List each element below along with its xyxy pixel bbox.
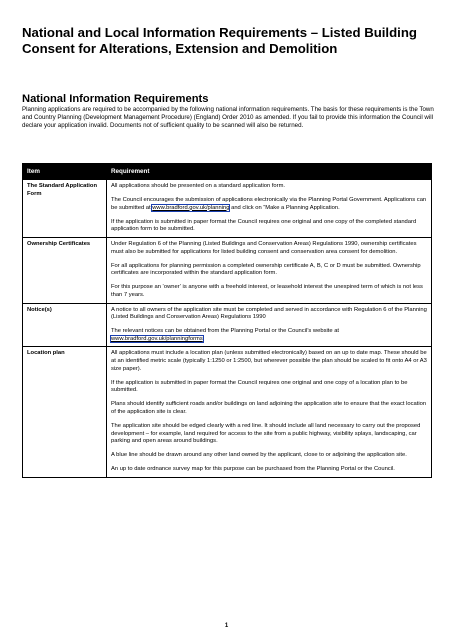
intro-paragraph: Planning applications are required to be accompanied by the following national information requirements. The basis for these requirements is the Town and Country Planning (Development Management Procedure) (England) Order 2010 as amended. If you fail to provide this information the Council will declare your application invalid. Documents not of sufficient quality to be scanned will also be returned. [22, 106, 434, 130]
planning-forms-link[interactable]: www.bradford.gov.uk/planningforms [111, 335, 203, 342]
requirement-paragraph: A blue line should be drawn around any other land owned by the applicant, close to or adjoining the application site. [111, 452, 407, 459]
table-row [23, 237, 432, 303]
requirement-text: The relevant notices can be obtained from the Planning Portal or the Council’s website at [111, 328, 340, 335]
requirement-paragraph [111, 328, 427, 343]
requirement-cell [107, 347, 432, 478]
requirement-paragraph [111, 197, 427, 212]
page-number: 1 [224, 623, 229, 629]
item-cell: Notice(s) [23, 303, 107, 347]
item-cell: Ownership Certificates [23, 237, 107, 303]
requirement-paragraph: A notice to all owners of the application site must be completed and served in accordance with Regulation 6 of the Planning (Listed Buildings and Conservation Areas) Regulations 1990 [111, 306, 427, 321]
table-row [23, 347, 432, 478]
requirement-cell [107, 237, 432, 303]
requirement-paragraph: The application site should be edged clearly with a red line. It should include all land necessary to carry out the proposed development – for example, land required for access to the site from a public highway, visibility splays, landscaping, car parking and open areas around buildings. [111, 423, 421, 445]
requirement-paragraph: Plans should identify sufficient roads and/or buildings on land adjoining the application site to ensure that the exact location of the application site is clear. [111, 401, 427, 415]
page-title: National and Local Information Requirements – Listed Building Consent for Alterations, Extension and Demolition [22, 25, 417, 56]
requirement-paragraph: If the application is submitted in paper format the Council requires one original and one copy of a location plan to be submitted. [111, 379, 408, 394]
item-cell: Location plan [23, 347, 107, 478]
requirement-cell [107, 303, 432, 347]
requirements-table [22, 163, 432, 478]
requirement-text: The Council encourages the submission of applications electronically via the Planning Portal Government. Applications can be submitted at [111, 197, 427, 211]
requirement-paragraph: Under Regulation 6 of the Planning (Listed Buildings and Conservation Areas) Regulations 1990, ownership certificates must also be submitted for applications for listed building consent and conservation area consent for demolition. [111, 240, 417, 255]
requirement-paragraph: All applications must include a location plan (unless submitted electronically) based on an up to date map. These should be at an identified metric scale (typically 1:1250 or 1:2500, but wherever possible the plan should be scaled to fit onto A4 or A3 size paper). [111, 350, 427, 372]
requirement-paragraph: All applications should be presented on a standard application form. [111, 183, 286, 189]
requirement-text: and click on “Make a Planning Application. [229, 204, 340, 211]
table-row [23, 180, 432, 238]
planning-link[interactable]: www.bradford.gov.uk/planning [152, 204, 230, 211]
item-cell: The Standard Application Form [23, 180, 107, 238]
requirement-paragraph: For this purpose an ‘owner’ is anyone with a freehold interest, or leasehold interest the unexpired term of which is not less than 7 years. [111, 284, 423, 298]
section-heading: National Information Requirements [22, 93, 209, 105]
column-header-requirement: Requirement [107, 164, 432, 180]
table-row [23, 303, 432, 347]
requirement-paragraph: If the application is submitted in paper format the Council requires one original and one copy of the completed standard application form to be submitted. [111, 218, 417, 233]
requirement-paragraph: For all applications for planning permission a completed ownership certificate A, B, C or D must be submitted. Ownership certificates are incorporated within the standard application form. [111, 262, 421, 277]
table-header-row [23, 164, 432, 180]
requirement-cell [107, 180, 432, 238]
requirement-paragraph: An up to date ordnance survey map for this purpose can be purchased from the Planning Portal or the Council. [111, 466, 395, 473]
column-header-item: Item [23, 164, 107, 180]
